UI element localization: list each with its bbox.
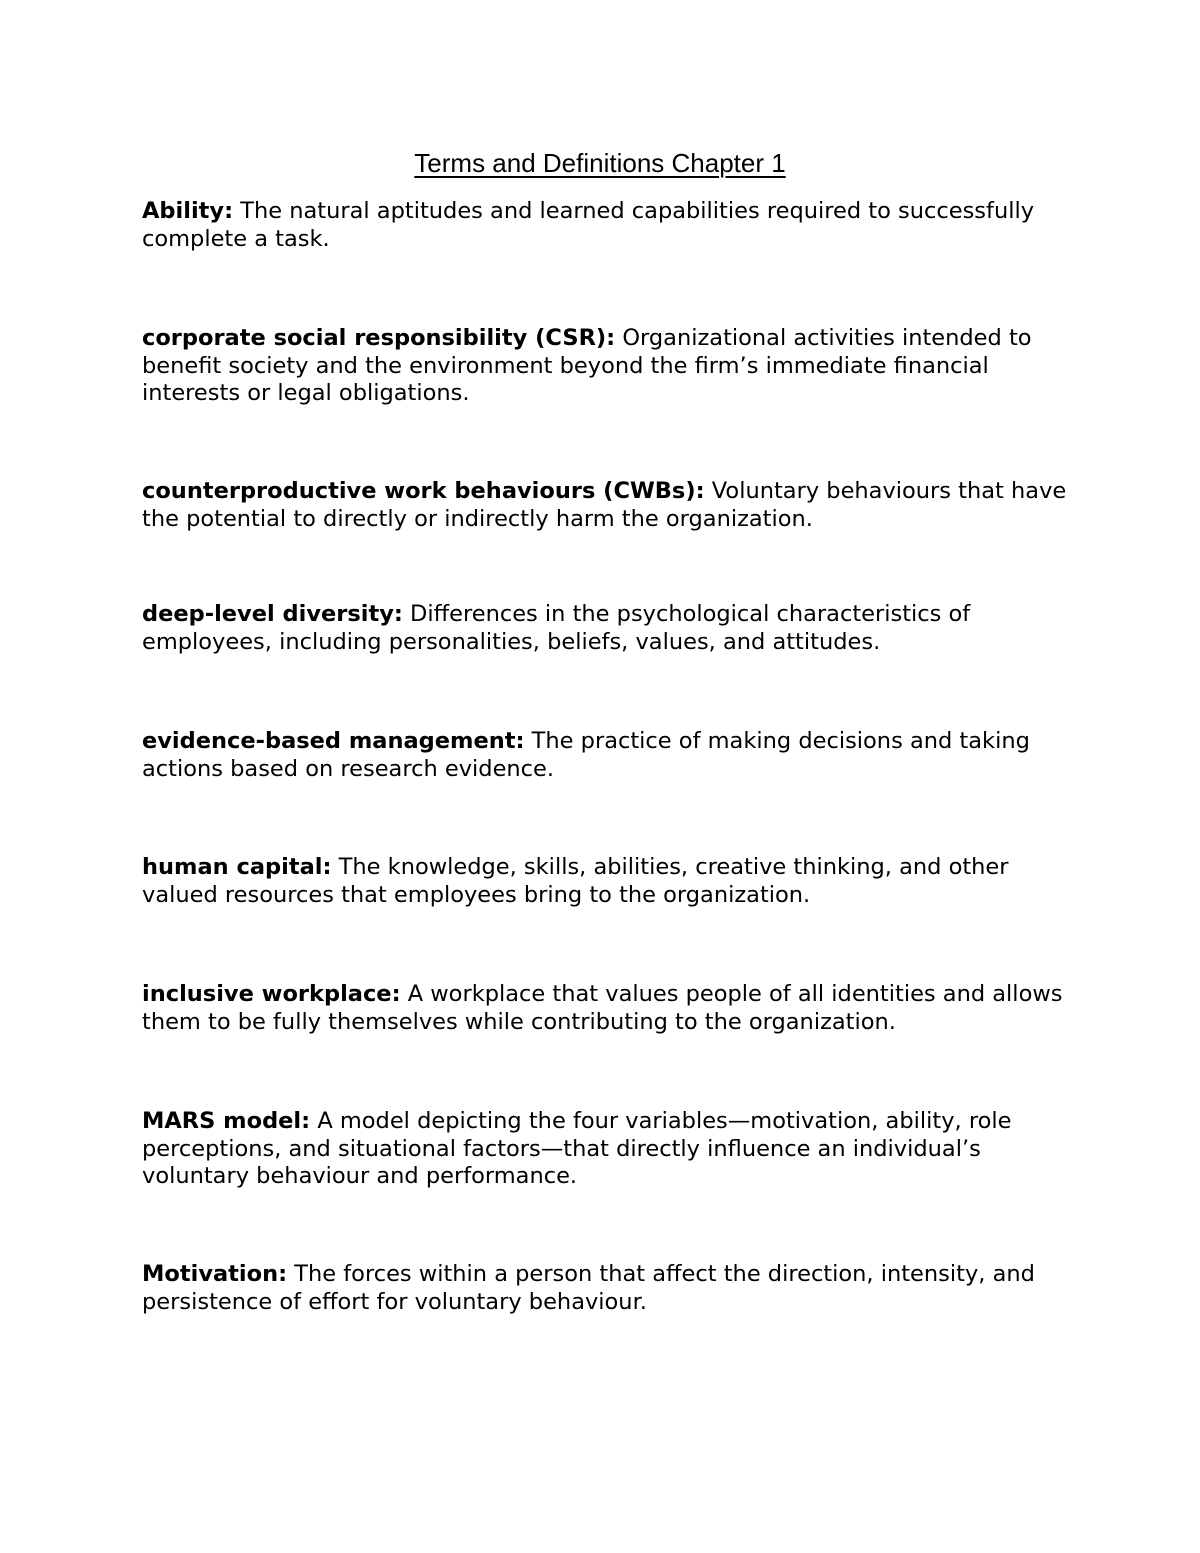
term: Motivation:	[142, 1261, 288, 1287]
term: MARS model:	[142, 1108, 311, 1134]
term: human capital:	[142, 854, 332, 880]
definition-entry-csr	[142, 325, 1072, 408]
definition-entry-deep-level-diversity	[142, 601, 1072, 656]
definition: Voluntary behaviours that have the potential to directly or indirectly harm the organization.	[142, 478, 1067, 532]
definition-entry-ability	[142, 198, 1072, 253]
definition: The forces within a person that affect the direction, intensity, and persistence of effort for voluntary behaviour.	[142, 1261, 1035, 1315]
term: deep-level diversity:	[142, 601, 403, 627]
definition: The practice of making decisions and taking actions based on research evidence.	[142, 728, 1030, 782]
definition: The natural aptitudes and learned capabilities required to successfully complete a task.	[142, 198, 1035, 252]
definition-entry-human-capital	[142, 854, 1072, 909]
definition-entry-motivation	[142, 1261, 1072, 1316]
term: corporate social responsibility (CSR):	[142, 325, 616, 351]
definition-entry-evidence-based-management	[142, 728, 1072, 783]
definition-entry-cwbs	[142, 478, 1072, 533]
term: evidence-based management:	[142, 728, 525, 754]
definition: A model depicting the four variables—motivation, ability, role perceptions, and situational factors—that directly influence an individual’s voluntary behaviour and performance.	[142, 1108, 1012, 1189]
definition-entry-inclusive-workplace	[142, 981, 1072, 1036]
definition: A workplace that values people of all identities and allows them to be fully themselves while contributing to the organization.	[142, 981, 1063, 1035]
definition: The knowledge, skills, abilities, creative thinking, and other valued resources that employees bring to the organization.	[142, 854, 1009, 908]
document-title: Terms and Definitions Chapter 1	[414, 148, 786, 178]
term: Ability:	[142, 198, 234, 224]
definition: Differences in the psychological characteristics of employees, including personalities, beliefs, values, and attitudes.	[142, 601, 971, 655]
definition-entry-mars-model	[142, 1108, 1072, 1191]
definition: Organizational activities intended to benefit society and the environment beyond the firm’s immediate financial interests or legal obligations.	[142, 325, 1032, 406]
term: counterproductive work behaviours (CWBs):	[142, 478, 705, 504]
term: inclusive workplace:	[142, 981, 401, 1007]
